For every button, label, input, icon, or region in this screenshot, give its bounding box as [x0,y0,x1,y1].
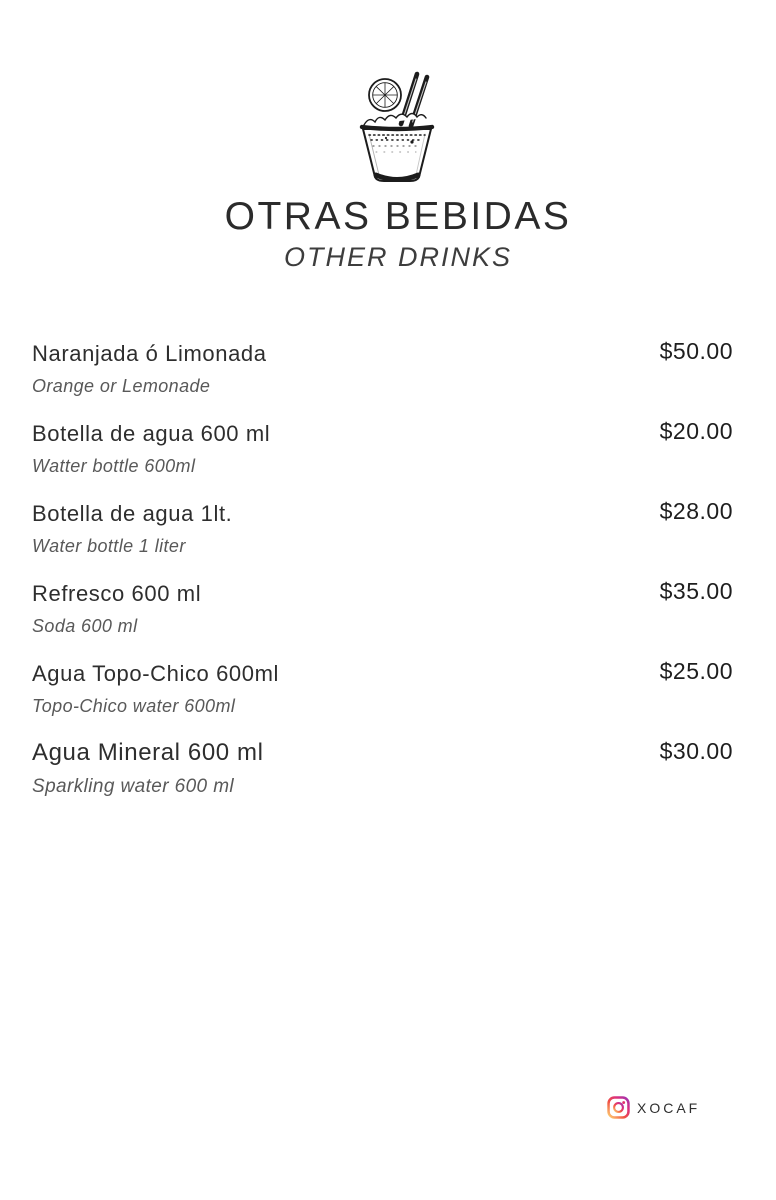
item-name: Agua Topo-Chico 600ml [32,661,280,686]
instagram-icon [607,1096,630,1119]
item-name: Botella de agua 600 ml [32,421,271,446]
item-price: $28.00 [659,498,733,524]
instagram-handle-label: XOCAF [637,1099,701,1116]
item-price: $35.00 [659,578,733,604]
page-title: OTRAS BEBIDAS [224,195,572,238]
item-translation: Water bottle 1 liter [32,536,186,556]
item-price: $25.00 [659,658,733,684]
drinks-menu-list [32,340,733,820]
item-name: Refresco 600 ml [32,581,202,606]
menu-header [10,0,776,273]
item-name: Naranjada ó Limonada [32,341,267,366]
menu-item-refresco [32,580,733,660]
menu-item-botella-600 [32,420,733,500]
item-translation: Orange or Lemonade [32,376,211,396]
iced-drink-glass-icon [356,68,440,184]
item-translation: Soda 600 ml [32,616,138,636]
item-name: Agua Mineral 600 ml [32,739,264,766]
item-price: $30.00 [659,738,733,764]
item-translation: Sparkling water 600 ml [32,776,235,797]
item-price: $20.00 [659,418,733,444]
menu-item-topo-chico [32,660,733,740]
page-subtitle: OTHER DRINKS [283,242,513,272]
menu-item-agua-mineral [32,740,733,820]
item-price: $50.00 [659,338,733,364]
menu-item-naranjada [32,340,733,420]
item-translation: Topo-Chico water 600ml [32,696,236,716]
item-translation: Watter bottle 600ml [32,456,196,476]
item-name: Botella de agua 1lt. [32,501,233,526]
instagram-badge[interactable] [607,1096,700,1119]
menu-item-botella-1lt [32,500,733,580]
